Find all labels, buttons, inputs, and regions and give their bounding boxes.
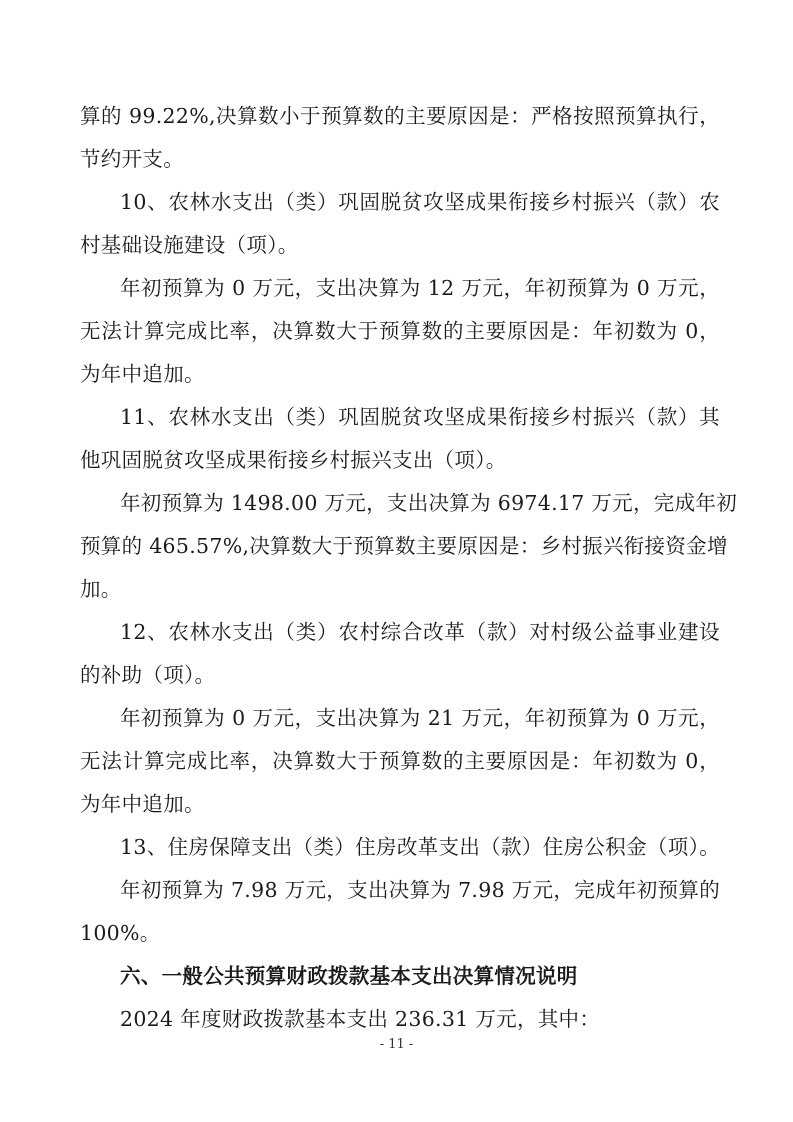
page-number: - 11 - bbox=[379, 1037, 414, 1052]
section-item-heading: 12、农林水支出（类）农村综合改革（款）对村级公益事业建设 bbox=[120, 620, 720, 644]
section-item-heading: 10、农林水支出（类）巩固脱贫攻坚成果衔接乡村振兴（款）农 bbox=[120, 190, 720, 214]
paragraph-line: 年初预算为 7.98 万元，支出决算为 7.98 万元，完成年初预算的 bbox=[120, 878, 720, 902]
paragraph-line: 为年中追加。 bbox=[80, 362, 205, 386]
paragraph-line: 的补助（项）。 bbox=[80, 663, 216, 687]
paragraph-line: 预算的 465.57%,决算数大于预算数主要原因是：乡村振兴衔接资金增 bbox=[80, 534, 728, 558]
section-heading: 六、一般公共预算财政拨款基本支出决算情况说明 bbox=[120, 964, 578, 988]
paragraph-line: 2024 年度财政拨款基本支出 236.31 万元，其中： bbox=[120, 1007, 601, 1031]
section-item-heading: 13、住房保障支出（类）住房改革支出（款）住房公积金（项）。 bbox=[120, 835, 720, 859]
paragraph-line: 节约开支。 bbox=[80, 147, 184, 171]
paragraph-line: 年初预算为 0 万元，支出决算为 12 万元，年初预算为 0 万元， bbox=[120, 276, 720, 300]
paragraph-line: 100%。 bbox=[80, 921, 161, 945]
paragraph-line: 加。 bbox=[80, 577, 122, 601]
paragraph-line: 算的 99.22%,决算数小于预算数的主要原因是：严格按照预算执行， bbox=[80, 104, 720, 128]
paragraph-line: 村基础设施建设（项）。 bbox=[80, 233, 299, 257]
paragraph-line: 年初预算为 1498.00 万元，支出决算为 6974.17 万元，完成年初 bbox=[120, 491, 738, 515]
paragraph-line: 无法计算完成比率，决算数大于预算数的主要原因是：年初数为 0， bbox=[80, 319, 720, 343]
paragraph-line: 为年中追加。 bbox=[80, 792, 205, 816]
paragraph-line: 年初预算为 0 万元，支出决算为 21 万元，年初预算为 0 万元， bbox=[120, 706, 720, 730]
paragraph-line: 他巩固脱贫攻坚成果衔接乡村振兴支出（项）。 bbox=[80, 448, 507, 472]
section-item-heading: 11、农林水支出（类）巩固脱贫攻坚成果衔接乡村振兴（款）其 bbox=[120, 405, 720, 429]
paragraph-line: 无法计算完成比率，决算数大于预算数的主要原因是：年初数为 0， bbox=[80, 749, 720, 773]
